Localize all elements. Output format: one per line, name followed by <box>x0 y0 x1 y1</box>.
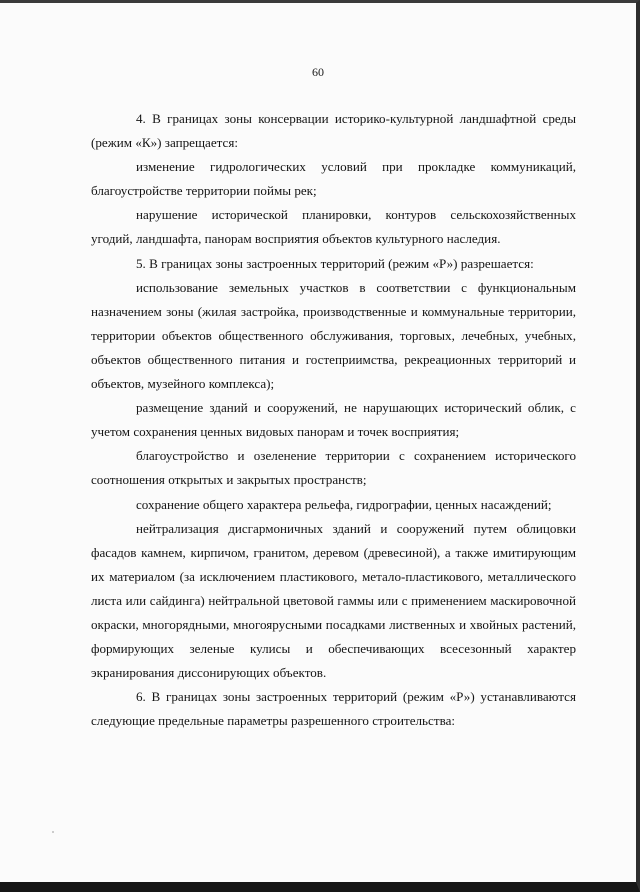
page-number: 60 <box>312 65 324 79</box>
paragraph-4-heading: 4. В границах зоны консервации историко-культурной ландшафтной среды (режим «К») запрещается: <box>91 111 576 151</box>
paragraph-hydrology: изменение гидрологических условий при прокладке коммуникаций, благоустройстве территории поймы рек; <box>91 159 576 199</box>
paragraph-6-heading: 6. В границах зоны застроенных территорий (режим «Р») устанавливаются следующие предельные параметры разрешенного строительства: <box>91 689 576 729</box>
paragraph-landscaping: благоустройство и озеленение территории с сохранением исторического соотношения открытых и закрытых пространств; <box>91 448 576 488</box>
paragraph-5-heading: 5. В границах зоны застроенных территорий (режим «Р») разрешается: <box>136 255 534 271</box>
paragraph-neutralization: нейтрализация дисгармоничных зданий и сооружений путем облицовки фасадов камнем, кирпичом, гранитом, деревом (древесиной), а также имитирующим их материалом (за исключением пластикового, метало-пластикового, металлического листа или сайдинга) нейтральной цветовой гаммы или с применением маскировочной окраски, многорядными, многоярусными посадками лиственных и хвойных растений, формирующих зеленые кулисы и обеспечивающих всесезонный характер экранирования диссонирующих объектов. <box>91 520 576 681</box>
document-body <box>91 107 576 733</box>
paragraph-land-use: использование земельных участков в соответствии с функциональным назначением зоны (жилая застройка, производственные и коммунальные территории, территории объектов общественного обслуживания, торговых, лечебных, учебных, объектов общественного питания и гостеприимства, рекреационных территорий и объектов, музейного комплекса); <box>91 279 576 392</box>
paragraph-planning: нарушение исторической планировки, контуров сельскохозяйственных угодий, ландшафта, панорам восприятия объектов культурного наследия. <box>91 207 576 247</box>
paragraph-relief: сохранение общего характера рельефа, гидрографии, ценных насаждений; <box>136 496 552 512</box>
scan-speck <box>52 831 54 833</box>
paragraph-buildings: размещение зданий и сооружений, не нарушающих исторический облик, с учетом сохранения ценных видовых панорам и точек восприятия; <box>91 400 576 440</box>
